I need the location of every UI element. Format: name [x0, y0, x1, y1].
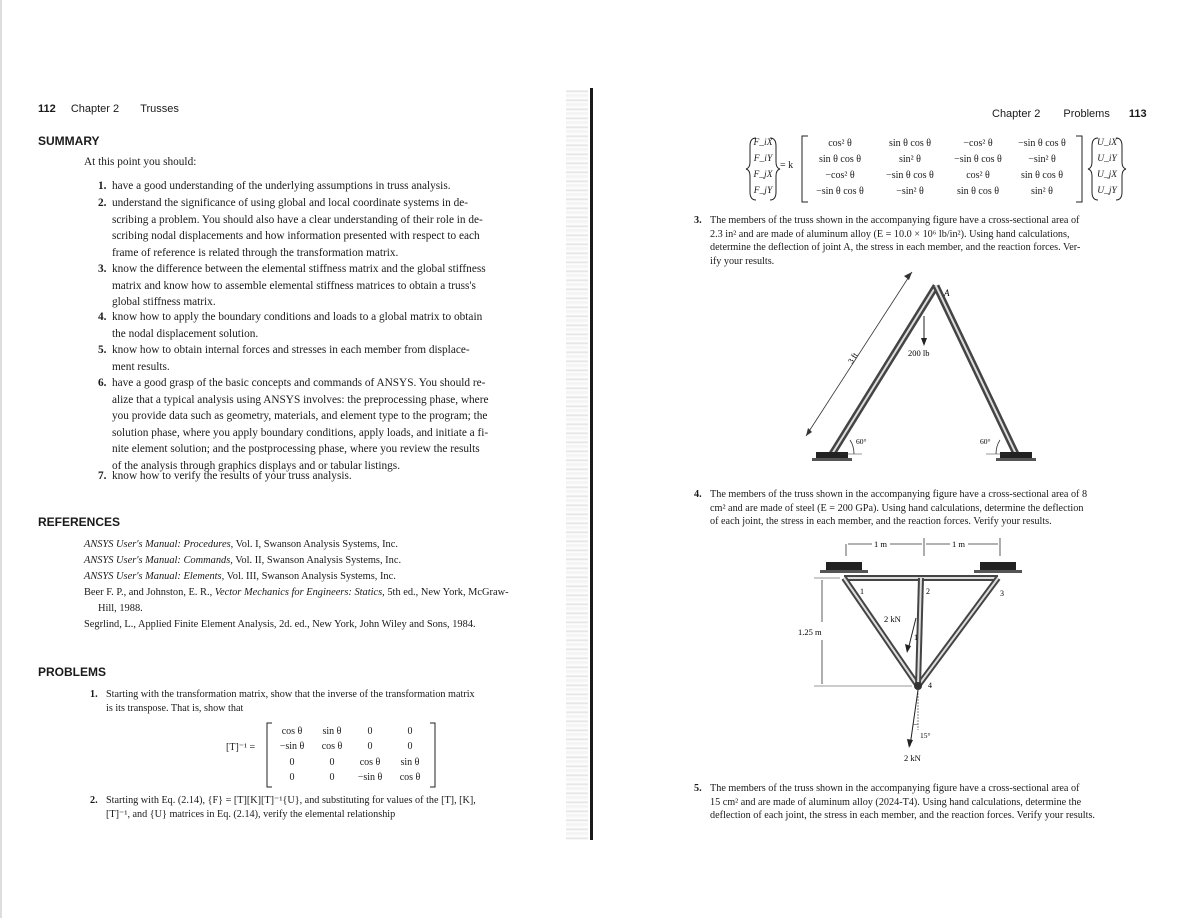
summary-item: 3. know the difference between the elemental stiffness matrix and the global stiffness matrix and know how to assemble elemental stiffness matrices to obtain a truss's global stiffness matrix.: [98, 263, 486, 308]
problem-3: 3. The members of the truss shown in the accompanying figure have a cross-sectional area of 2.3 in² and are made of aluminum alloy (E = 10.0 × 10⁶ lb/in²). Using hand calculations, determine the deflection of joint A, the stress in each member, and the reaction forces. Ver- ify your results.: [694, 215, 1081, 267]
right-title: Problems: [1063, 108, 1110, 120]
reference-item: ANSYS User's Manual: Elements, Vol. III, Swanson Analysis Systems, Inc.: [84, 571, 396, 582]
summary-item: 2. understand the significance of using global and local coordinate systems in de- scribing a problem. You should also have a clear understanding of their role in de- scribing nodal displacements and how information presented with respect to each frame of reference is related through the transformation matrix.: [98, 197, 483, 259]
book-spine: [590, 88, 593, 840]
right-header: [992, 108, 1147, 120]
problems-heading: PROBLEMS: [38, 665, 107, 679]
summary-item: 6. have a good grasp of the basic concepts and commands of ANSYS. You should re- alize that a typical analysis using ANSYS involves: the preprocessing phase, where you provide data such as geometry, materials, and element type to the program; the solution phase, where you apply boundary conditions, apply loads, and initiate a fi- nite element solution; and the postprocessing phase, where you review the results of the analysis through graphics displays and or tabular listings.: [98, 377, 489, 472]
summary-heading: SUMMARY: [38, 134, 100, 148]
summary-item: 1. have a good understanding of the underlying assumptions in truss analysis.: [98, 180, 451, 192]
height-label: 1.25 m: [798, 627, 822, 637]
angle-label: 15°: [920, 731, 931, 740]
support-3: [980, 562, 1016, 570]
support-1: [826, 562, 862, 570]
summary-item: 4. know how to apply the boundary conditions and loads to a global matrix to obtain the nodal displacement solution.: [98, 311, 483, 340]
length-label: 3 ft: [846, 351, 860, 366]
pin-support-left: [816, 452, 848, 458]
right-chapter: Chapter 2: [992, 108, 1041, 120]
member-1-label: 1: [914, 633, 918, 642]
summary-intro: At this point you should:: [84, 156, 197, 168]
span-label-2: 1 m: [952, 539, 965, 549]
mid-load-label: 2 kN: [884, 614, 901, 624]
reference-item: Beer F. P., and Johnston, E. R., Vector Mechanics for Engineers: Statics, 5th ed., New York, McGraw- Hill, 1988.: [84, 587, 509, 614]
angle-left-label: 60°: [856, 437, 867, 446]
binding-shadow: [566, 90, 588, 840]
problem-2: 2. Starting with Eq. (2.14), {F} = [T][K][T]⁻¹{U}, and substituting for values of the [T], [K], [T]⁻¹, and {U} matrices in Eq. (2.14), verify the elemental relationship: [90, 795, 476, 820]
reference-item: ANSYS User's Manual: Commands, Vol. II, Swanson Analysis Systems, Inc.: [84, 555, 402, 566]
node-3-label: 3: [1000, 589, 1004, 598]
problem-5: 5. The members of the truss shown in the accompanying figure have a cross-sectional area of 15 cm² and are made of aluminum alloy (2024-T4). Using hand calculations, determine the deflection of each joint, the stress in each member, and the reaction forces. Verify your results.: [694, 783, 1095, 821]
node-1-label: 1: [860, 587, 864, 596]
matrix-label: [T]⁻¹ =: [226, 742, 256, 753]
reference-item: Segrlind, L., Applied Finite Element Analysis, 2d. ed., New York, John Wiley and Sons, 1984.: [84, 619, 476, 630]
left-title: Trusses: [140, 103, 179, 115]
truss-figure-3: [800, 272, 1040, 472]
truss-figure-4: [798, 534, 1024, 770]
references-heading: REFERENCES: [38, 515, 121, 529]
node-2-label: 2: [926, 587, 930, 596]
left-page-number: 112: [38, 103, 56, 115]
reference-item: ANSYS User's Manual: Procedures, Vol. I, Swanson Analysis Systems, Inc.: [84, 539, 398, 550]
bottom-load-label: 2 kN: [904, 753, 921, 763]
pin-support-right: [1000, 452, 1032, 458]
node-a-label: A: [944, 288, 950, 298]
right-page-number: 113: [1128, 108, 1147, 120]
angle-right-label: 60°: [980, 437, 991, 446]
problem-4: 4. The members of the truss shown in the accompanying figure have a cross-sectional area of 8 cm² and are made of steel (E = 200 GPa). Using hand calculations, determine the deflection of each joint, the stress in each member, and the reaction forces. Verify your results.: [694, 489, 1088, 527]
load-label: 200 lb: [908, 348, 930, 358]
left-page: 112 Chapter 2 Trusses SUMMARY At this point you should: 1. have a good understanding of the underlying assumptions in truss analysis. 2. understand the significance of using global and local coordinate systems in de- scribing a problem. You should also have a clear understanding of their role in de- scribing nodal displacements and how information presented with respect to each frame of reference is related through the transformation matrix. 3. know the difference between the elemental stiffness matrix and the global stiffness matrix and know how to assemble elemental stiffness matrices to obtain a truss's global stiffness matrix. 4. know how to apply the boundary conditions and loads to a global matrix to obtain the nodal displacement solution. 5. know how to obtain internal forces and stresses in each member from displace- ment results. 6. have a good grasp of the basic concepts and commands of ANSYS. You should re- alize that a typical analysis using ANSYS involves: the preprocessing phase, where you provide data such as geometry, materials, and element type to the program; the solution phase, where you apply boundary conditions, apply loads, and initiate a fi- nite element solution; and the postprocessing phase, where you review the results of the analysis through graphics displays and or tabular listings. 7. know how to verify the results of your truss analysis. REFERENCES ANSYS User's Manual: Procedures, Vol. I, Swanson Analysis Systems, Inc. ANSYS User's Manual: Commands, Vol. II, Swanson Analysis Systems, Inc. ANSYS User's Manual: Elements, Vol. III, Swanson Analysis Systems, Inc. Beer F. P., and Johnston, E. R., Vector Mechanics for Engineers: Statics, 5th ed., New York, McGraw- Hill, 1988. Segrlind, L., Applied Finite Element Analysis, 2d. ed., New York, John Wiley and Sons, 1984. PROBLEMS 1. Starting with the transformation matrix, show that the inverse of the transformation matrix is its transpose. That is, show that [T]⁻¹ = cos θ sin θ 0 0 −sin θ cos θ 0 0 0 0 cos θ sin θ 0 0 −sin θ cos θ 2. Starting with Eq. (2.14), {F} = [T][K][T]⁻¹{U}, and substituting for values of the [T], [K], [T]⁻¹, and {U} matrices in Eq. (2.14), verify the elemental relationship: [0, 0, 590, 918]
problem-1: 1. Starting with the transformation matrix, show that the inverse of the transformation matrix is its transpose. That is, show that: [90, 689, 475, 714]
left-chapter: Chapter 2: [70, 103, 120, 115]
node-4-label: 4: [928, 681, 932, 690]
span-label-1: 1 m: [874, 539, 887, 549]
right-page: [594, 0, 1188, 918]
left-header: [38, 103, 179, 115]
summary-item: 7. know how to verify the results of your truss analysis.: [98, 470, 352, 482]
stiffness-equation: F_iX F_iY F_jX F_jY = k cos² θ sin θ cos θ −cos² θ −sin θ cos θ sin θ cos θ sin² θ −sin θ cos θ −sin² θ −cos² θ −sin θ cos θ cos² θ sin θ cos θ −sin θ cos θ −sin² θ sin θ cos θ sin² θ U_iX U_iY U_jX U_jY: [753, 138, 1118, 197]
bottom-load-arrow: [910, 690, 918, 746]
summary-item: 5. know how to obtain internal forces and stresses in each member from displace- ment results.: [98, 344, 470, 373]
